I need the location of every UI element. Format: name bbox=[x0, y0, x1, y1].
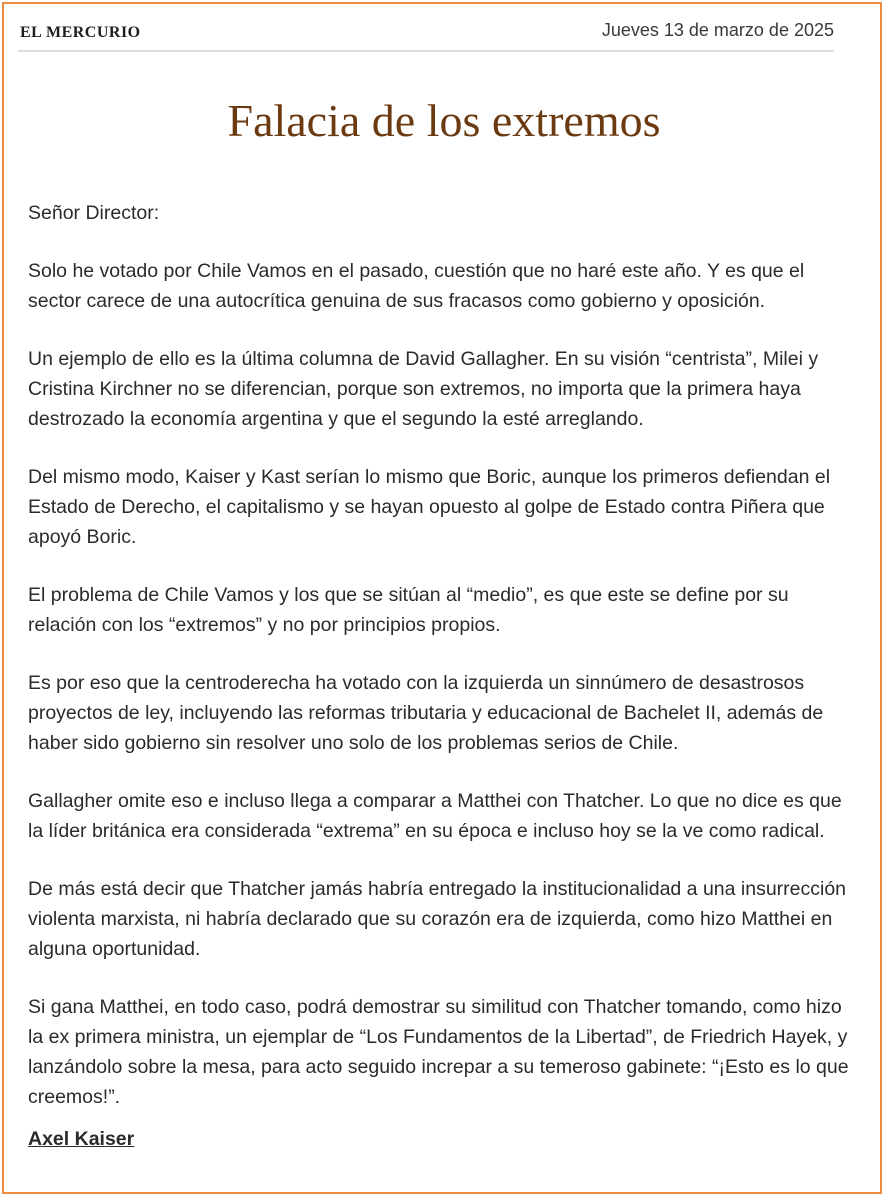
letter-paragraph: Del mismo modo, Kaiser y Kast serían lo mismo que Boric, aunque los primeros defiendan el Estado de Derecho, el capitalismo y se hayan opuesto al golpe de Estado contra Piñera que apoyó Boric. bbox=[28, 466, 831, 548]
letter-paragraph: Un ejemplo de ello es la última columna de David Gallagher. En su visión “centrista”, Milei y Cristina Kirchner no se diferencian, porque son extremos, no importa que la primera haya destrozado la economía argentina y que el segundo la esté arreglando. bbox=[28, 348, 819, 430]
letter-paragraph: Es por eso que la centroderecha ha votado con la izquierda un sinnúmero de desastrosos proyectos de ley, incluyendo las reformas tributaria y educacional de Bachelet II, además de haber sido gobierno sin resolver uno solo de los problemas serios de Chile. bbox=[28, 672, 824, 754]
letter-salutation: Señor Director: bbox=[28, 202, 160, 224]
letter-paragraph: El problema de Chile Vamos y los que se sitúan al “medio”, es que este se define por su relación con los “extremos” y no por principios propios. bbox=[28, 584, 789, 636]
letter-body bbox=[28, 198, 858, 1140]
author-signature-link[interactable]: Axel Kaiser bbox=[28, 1128, 135, 1150]
publication-date: Jueves 13 de marzo de 2025 bbox=[601, 20, 834, 40]
letter-paragraph: Si gana Matthei, en todo caso, podrá demostrar su similitud con Thatcher tomando, como hizo la ex primera ministra, un ejemplar de “Los Fundamentos de la Libertad”, de Friedrich Hayek, y lanzándolo sobre la mesa, para acto seguido increpar a su temeroso gabinete: “¡Esto es lo que creemos!”. bbox=[28, 996, 849, 1108]
letter-paragraph: Gallagher omite eso e incluso llega a comparar a Matthei con Thatcher. Lo que no dice es que la líder británica era considerada “extrema” en su época e incluso hoy se la ve como radical. bbox=[28, 790, 842, 842]
newspaper-brand: EL MERCURIO bbox=[20, 24, 141, 41]
letter-paragraph: Solo he votado por Chile Vamos en el pasado, cuestión que no haré este año. Y es que el sector carece de una autocrítica genuina de sus fracasos como gobierno y oposición. bbox=[28, 260, 805, 312]
letter-title: Falacia de los extremos bbox=[227, 95, 661, 146]
letter-paragraph: De más está decir que Thatcher jamás habría entregado la institucionalidad a una insurrección violenta marxista, ni habría declarado que su corazón era de izquierda, como hizo Matthei en alguna oportunidad. bbox=[28, 878, 847, 960]
masthead bbox=[18, 14, 834, 52]
